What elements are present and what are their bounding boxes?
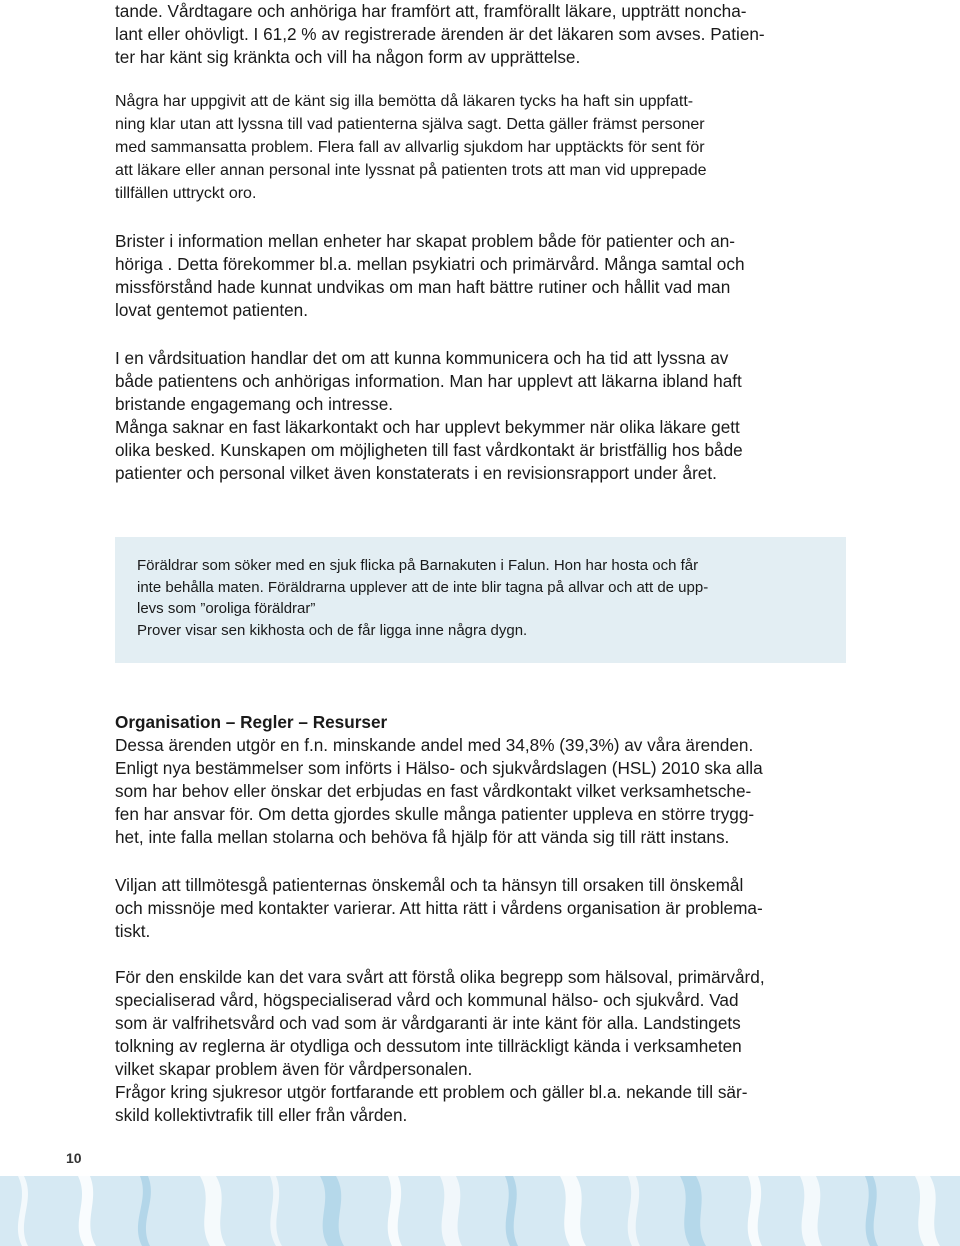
paragraph-bemotande: Några har uppgivit att de känt sig illa bemötta då läkaren tycks ha haft sin uppfatt- ning klar utan att lyssna till vad patienterna själva sagt. Detta gäller främst personer med sammansatta problem. Flera fall av allvarlig sjukdom har upptäckts för sent för att läkare eller annan personal inte lyssnat på patienten trots att man vid upprepade tillfällen uttryckt oro. bbox=[115, 93, 707, 202]
section-organisation bbox=[115, 711, 850, 849]
footer-stripes-graphic bbox=[0, 1176, 960, 1246]
page-number: 10 bbox=[66, 1150, 82, 1166]
intro-paragraph: tande. Vårdtagare och anhöriga har framfört att, framförallt läkare, uppträtt noncha- lant eller ohövligt. I 61,2 % av registrerade ärenden är det läkaren som avses. Patien- ter har känt sig kränkta och vill ha någon form av upprättelse. bbox=[115, 1, 765, 67]
paragraph-enskilde: För den enskilde kan det vara svårt att förstå olika begrepp som hälsoval, primärvård, specialiserad vård, högspecialiserad vård och kommunal hälso- och sjukvård. Vad som är valfrihetsvård och vad som är vårdgaranti är inte känt för alla. Landstingets tolkning av reglerna är otydliga och dessutom inte tillräckligt kända i verksamheten vilket skapar problem även för vårdpersonalen. Frågor kring sjukresor utgör fortfarande ett problem och gäller bl.a. nekande till sär- skild kollektivtrafik till eller från vården. bbox=[115, 967, 765, 1125]
decorative-footer-band bbox=[0, 1176, 960, 1246]
callout-text: Föräldrar som söker med en sjuk flicka på Barnakuten i Falun. Hon har hosta och får inte behålla maten. Föräldrarna upplever att de inte blir tagna på allvar och att de upp- levs som ”oroliga föräldrar” Prover visar sen kikhosta och de får ligga inne några dygn. bbox=[137, 557, 709, 639]
paragraph-information: Brister i information mellan enheter har skapat problem både för patienter och an- höriga . Detta förekommer bl.a. mellan psykiatri och primärvård. Många samtal och missförstånd hade kunnat undvikas om man haft bättre rutiner och hållit vad man lovat gentemot patienten. bbox=[115, 231, 745, 320]
case-callout-box bbox=[115, 537, 846, 663]
paragraph-organisation: Dessa ärenden utgör en f.n. minskande andel med 34,8% (39,3%) av våra ärenden. Enligt nya bestämmelser som införts i Hälso- och sjukvårdslagen (HSL) 2010 ska alla som har behov eller önskar det erbjudas en fast vårdkontakt vilket verksamhetsche- fen har ansvar för. Om detta gjordes skulle många patienter uppleva en större trygg- het, inte falla mellan stolarna och behöva få hjälp för att vända sig till rätt instans. bbox=[115, 735, 763, 847]
section-heading: Organisation – Regler – Resurser bbox=[115, 712, 388, 732]
paragraph-kommunikation: I en vårdsituation handlar det om att kunna kommunicera och ha tid att lyssna av både patientens och anhörigas information. Man har upplevt att läkarna ibland haft bristande engagemang och intresse. Många saknar en fast läkarkontakt och har upplevt bekymmer när olika läkare gett olika besked. Kunskapen om möjligheten till fast vårdkontakt är bristfällig hos både patienter och personal vilket även konstaterats i en revisionsrapport under året. bbox=[115, 348, 743, 483]
paragraph-viljan: Viljan att tillmötesgå patienternas önskemål och ta hänsyn till orsaken till önskemål och missnöje med kontakter varierar. Att hitta rätt i vårdens organisation är problema- tiskt. bbox=[115, 875, 763, 941]
